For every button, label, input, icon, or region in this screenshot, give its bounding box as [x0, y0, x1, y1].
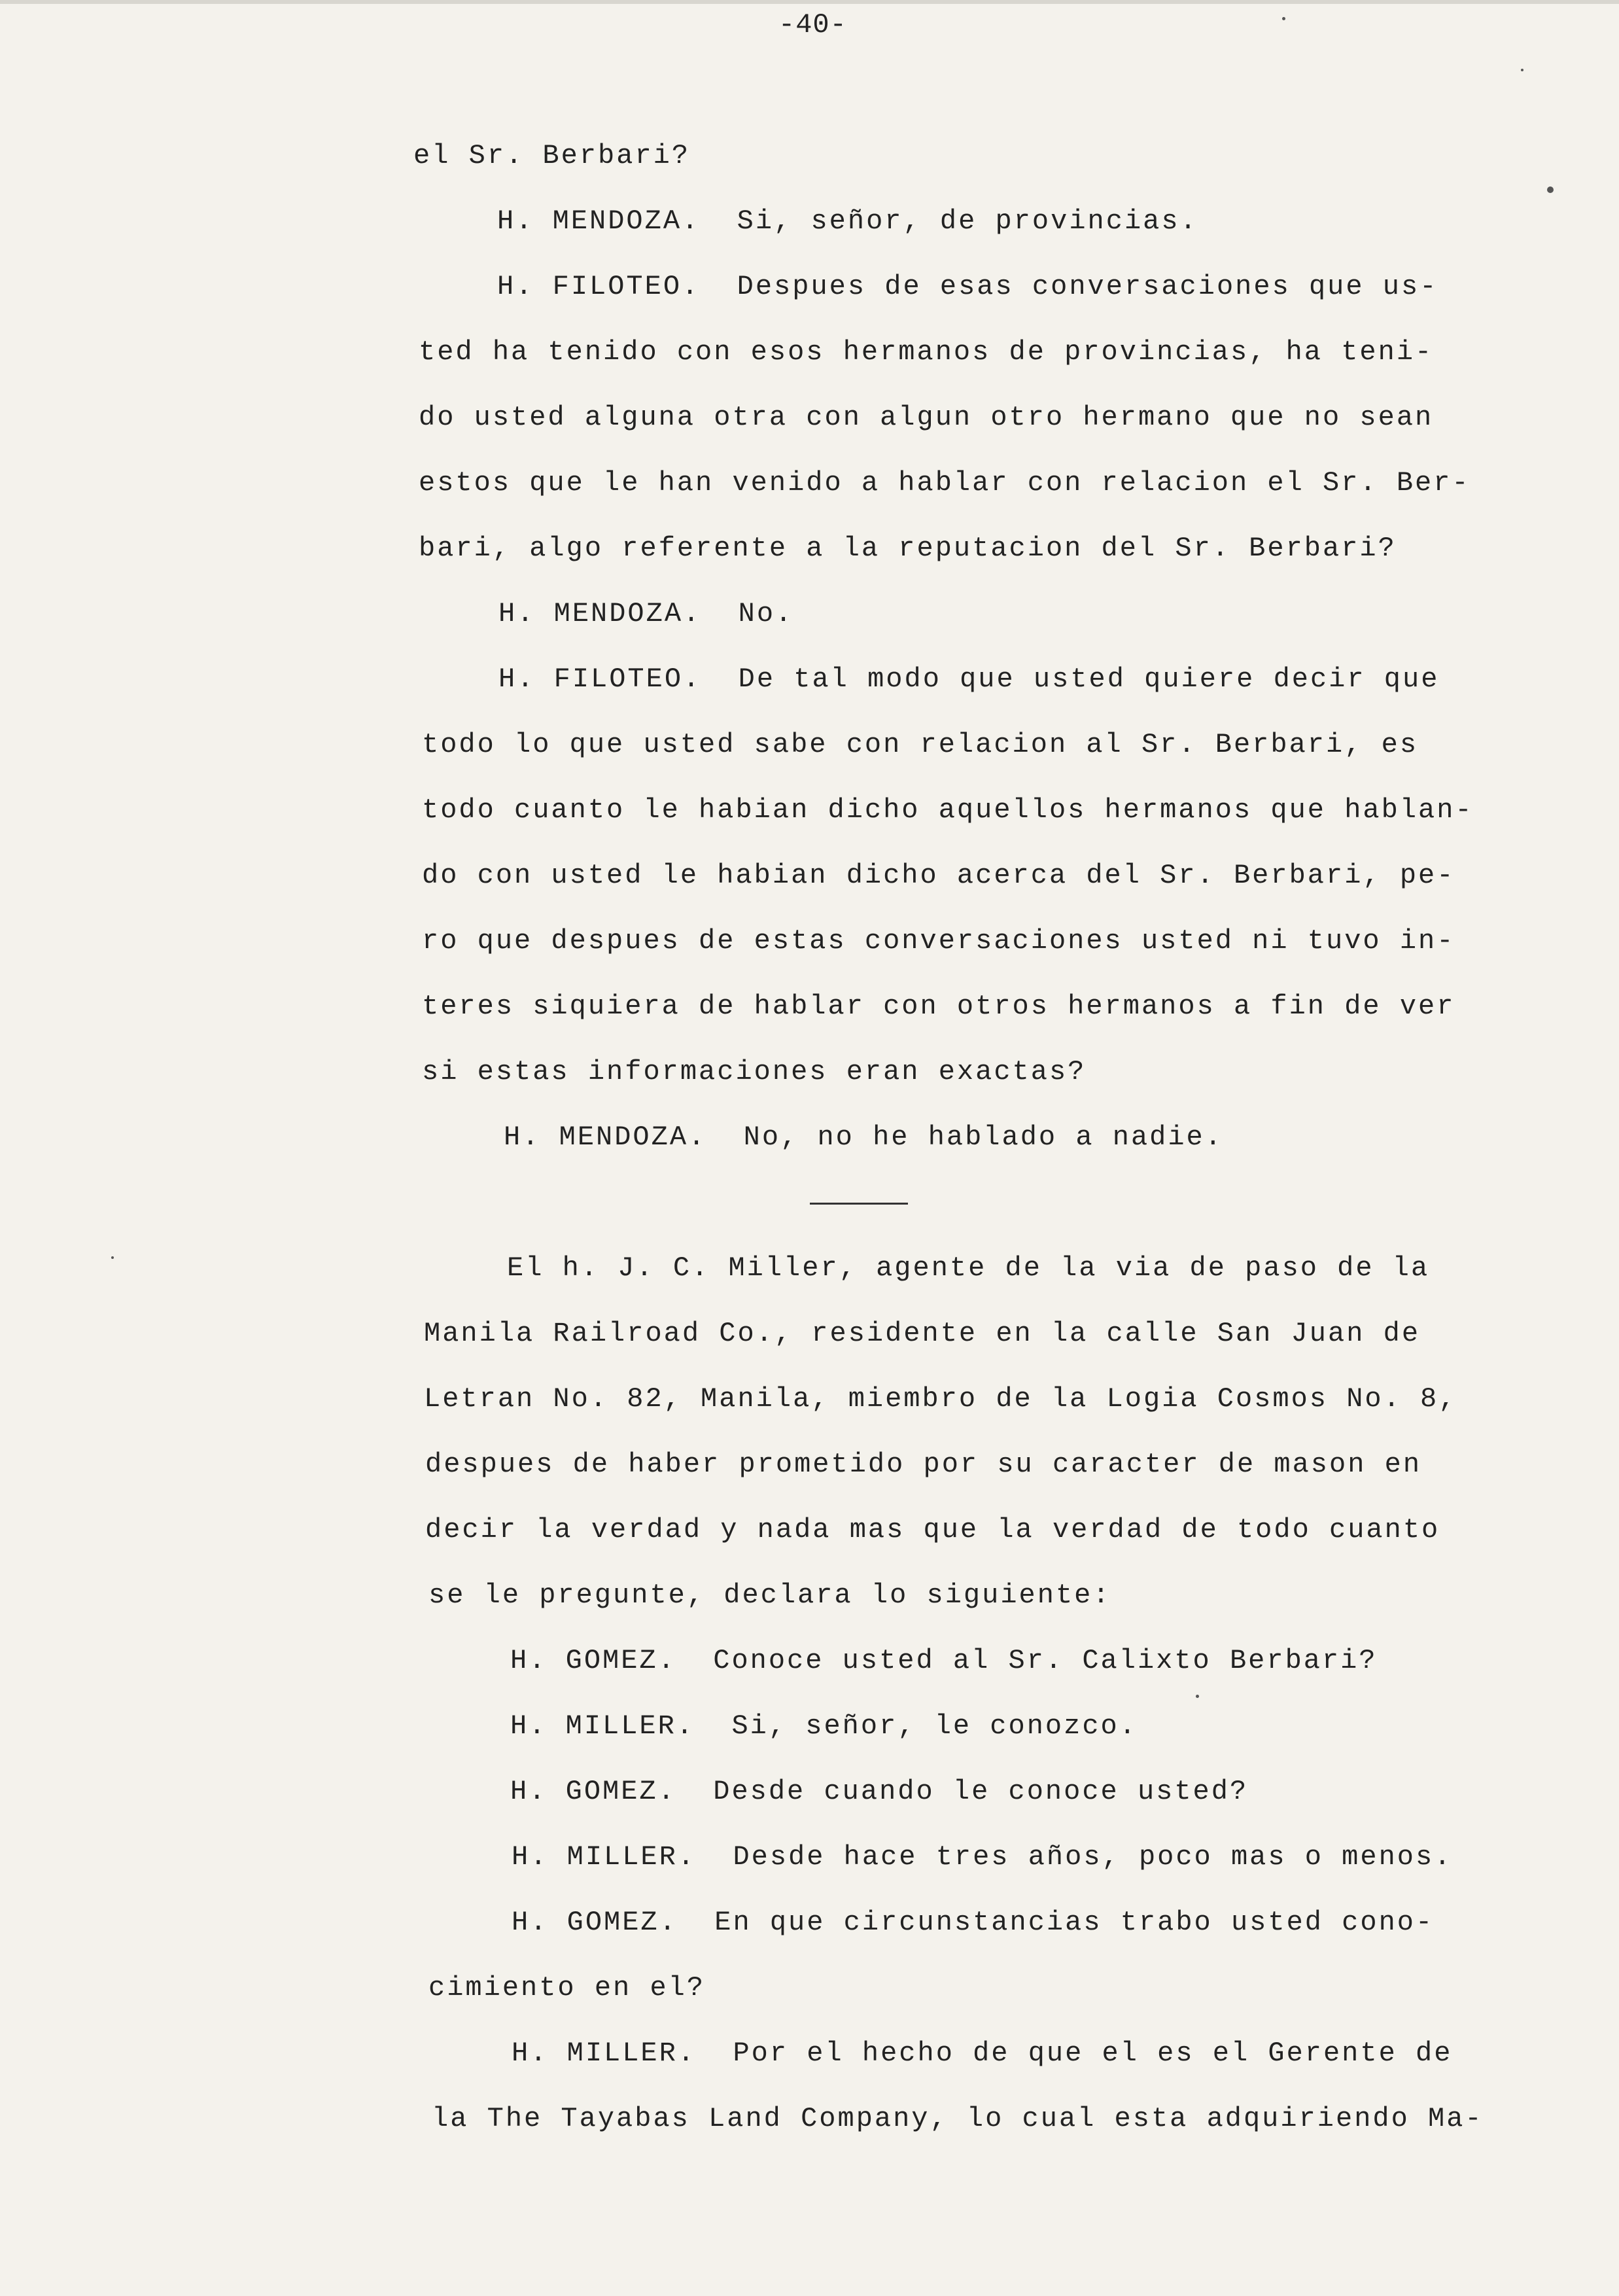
transcript-line: el Sr. Berbari? — [413, 140, 691, 171]
transcript-line: H. MENDOZA. No, no he hablado a nadie. — [504, 1122, 1223, 1153]
transcript-line: si estas informaciones eran exactas? — [422, 1056, 1087, 1087]
transcript-line: despues de haber prometido por su caracter de mason en — [425, 1449, 1422, 1480]
transcript-line: Manila Railroad Co., residente en la calle San Juan de — [424, 1318, 1421, 1349]
transcript-line: H. MENDOZA. Si, señor, de provincias. — [497, 205, 1198, 237]
transcript-line: H. GOMEZ. Desde cuando le conoce usted? — [510, 1776, 1249, 1807]
transcript-line: todo lo que usted sabe con relacion al Sr. Berbari, es — [422, 729, 1419, 760]
transcript-line: do usted alguna otra con algun otro hermano que no sean — [419, 402, 1434, 433]
transcript-line: ro que despues de estas conversaciones usted ni tuvo in- — [422, 925, 1455, 957]
scan-speck — [1196, 1695, 1199, 1698]
transcript-line: H. MILLER. Por el hecho de que el es el Gerente de — [512, 2038, 1453, 2069]
transcript-line: do con usted le habian dicho acerca del Sr. Berbari, pe- — [422, 860, 1455, 891]
transcript-line: decir la verdad y nada mas que la verdad de todo cuanto — [425, 1514, 1440, 1545]
page-number: -40- — [778, 9, 847, 41]
transcript-line: se le pregunte, declara lo siguiente: — [428, 1580, 1111, 1611]
transcript-line: H. GOMEZ. Conoce usted al Sr. Calixto Berbari? — [510, 1645, 1378, 1676]
transcript-line: H. GOMEZ. En que circunstancias trabo usted cono- — [512, 1907, 1435, 1938]
page-top-edge — [0, 0, 1619, 4]
transcript-line: cimiento en el? — [428, 1972, 706, 2004]
transcript-line: la The Tayabas Land Company, lo cual esta adquiriendo Ma- — [432, 2103, 1484, 2134]
scan-speck — [1282, 17, 1285, 20]
transcript-line: H. MILLER. Si, señor, le conozco. — [510, 1710, 1138, 1742]
transcript-line: ted ha tenido con esos hermanos de provincias, ha teni- — [419, 336, 1434, 368]
transcript-line: estos que le han venido a hablar con relacion el Sr. Ber- — [419, 467, 1471, 499]
scan-speck — [1547, 186, 1554, 193]
transcript-line: Letran No. 82, Manila, miembro de la Logia Cosmos No. 8, — [424, 1383, 1457, 1415]
transcript-line: bari, algo referente a la reputacion del Sr. Berbari? — [419, 533, 1397, 564]
transcript-line: H. FILOTEO. De tal modo que usted quiere decir que — [498, 663, 1440, 695]
transcript-line: El h. J. C. Miller, agente de la via de paso de la — [507, 1252, 1430, 1284]
transcript-line: H. MENDOZA. No. — [498, 598, 794, 629]
transcript-line: H. MILLER. Desde hace tres años, poco mas o menos. — [512, 1841, 1453, 1873]
transcript-line: teres siquiera de hablar con otros hermanos a fin de ver — [422, 991, 1455, 1022]
transcript-line: todo cuanto le habian dicho aquellos hermanos que hablan- — [422, 794, 1474, 826]
scan-speck — [111, 1256, 114, 1259]
scan-speck — [1521, 69, 1523, 71]
transcript-line: H. FILOTEO. Despues de esas conversaciones que us- — [497, 271, 1438, 302]
section-divider — [810, 1203, 908, 1205]
